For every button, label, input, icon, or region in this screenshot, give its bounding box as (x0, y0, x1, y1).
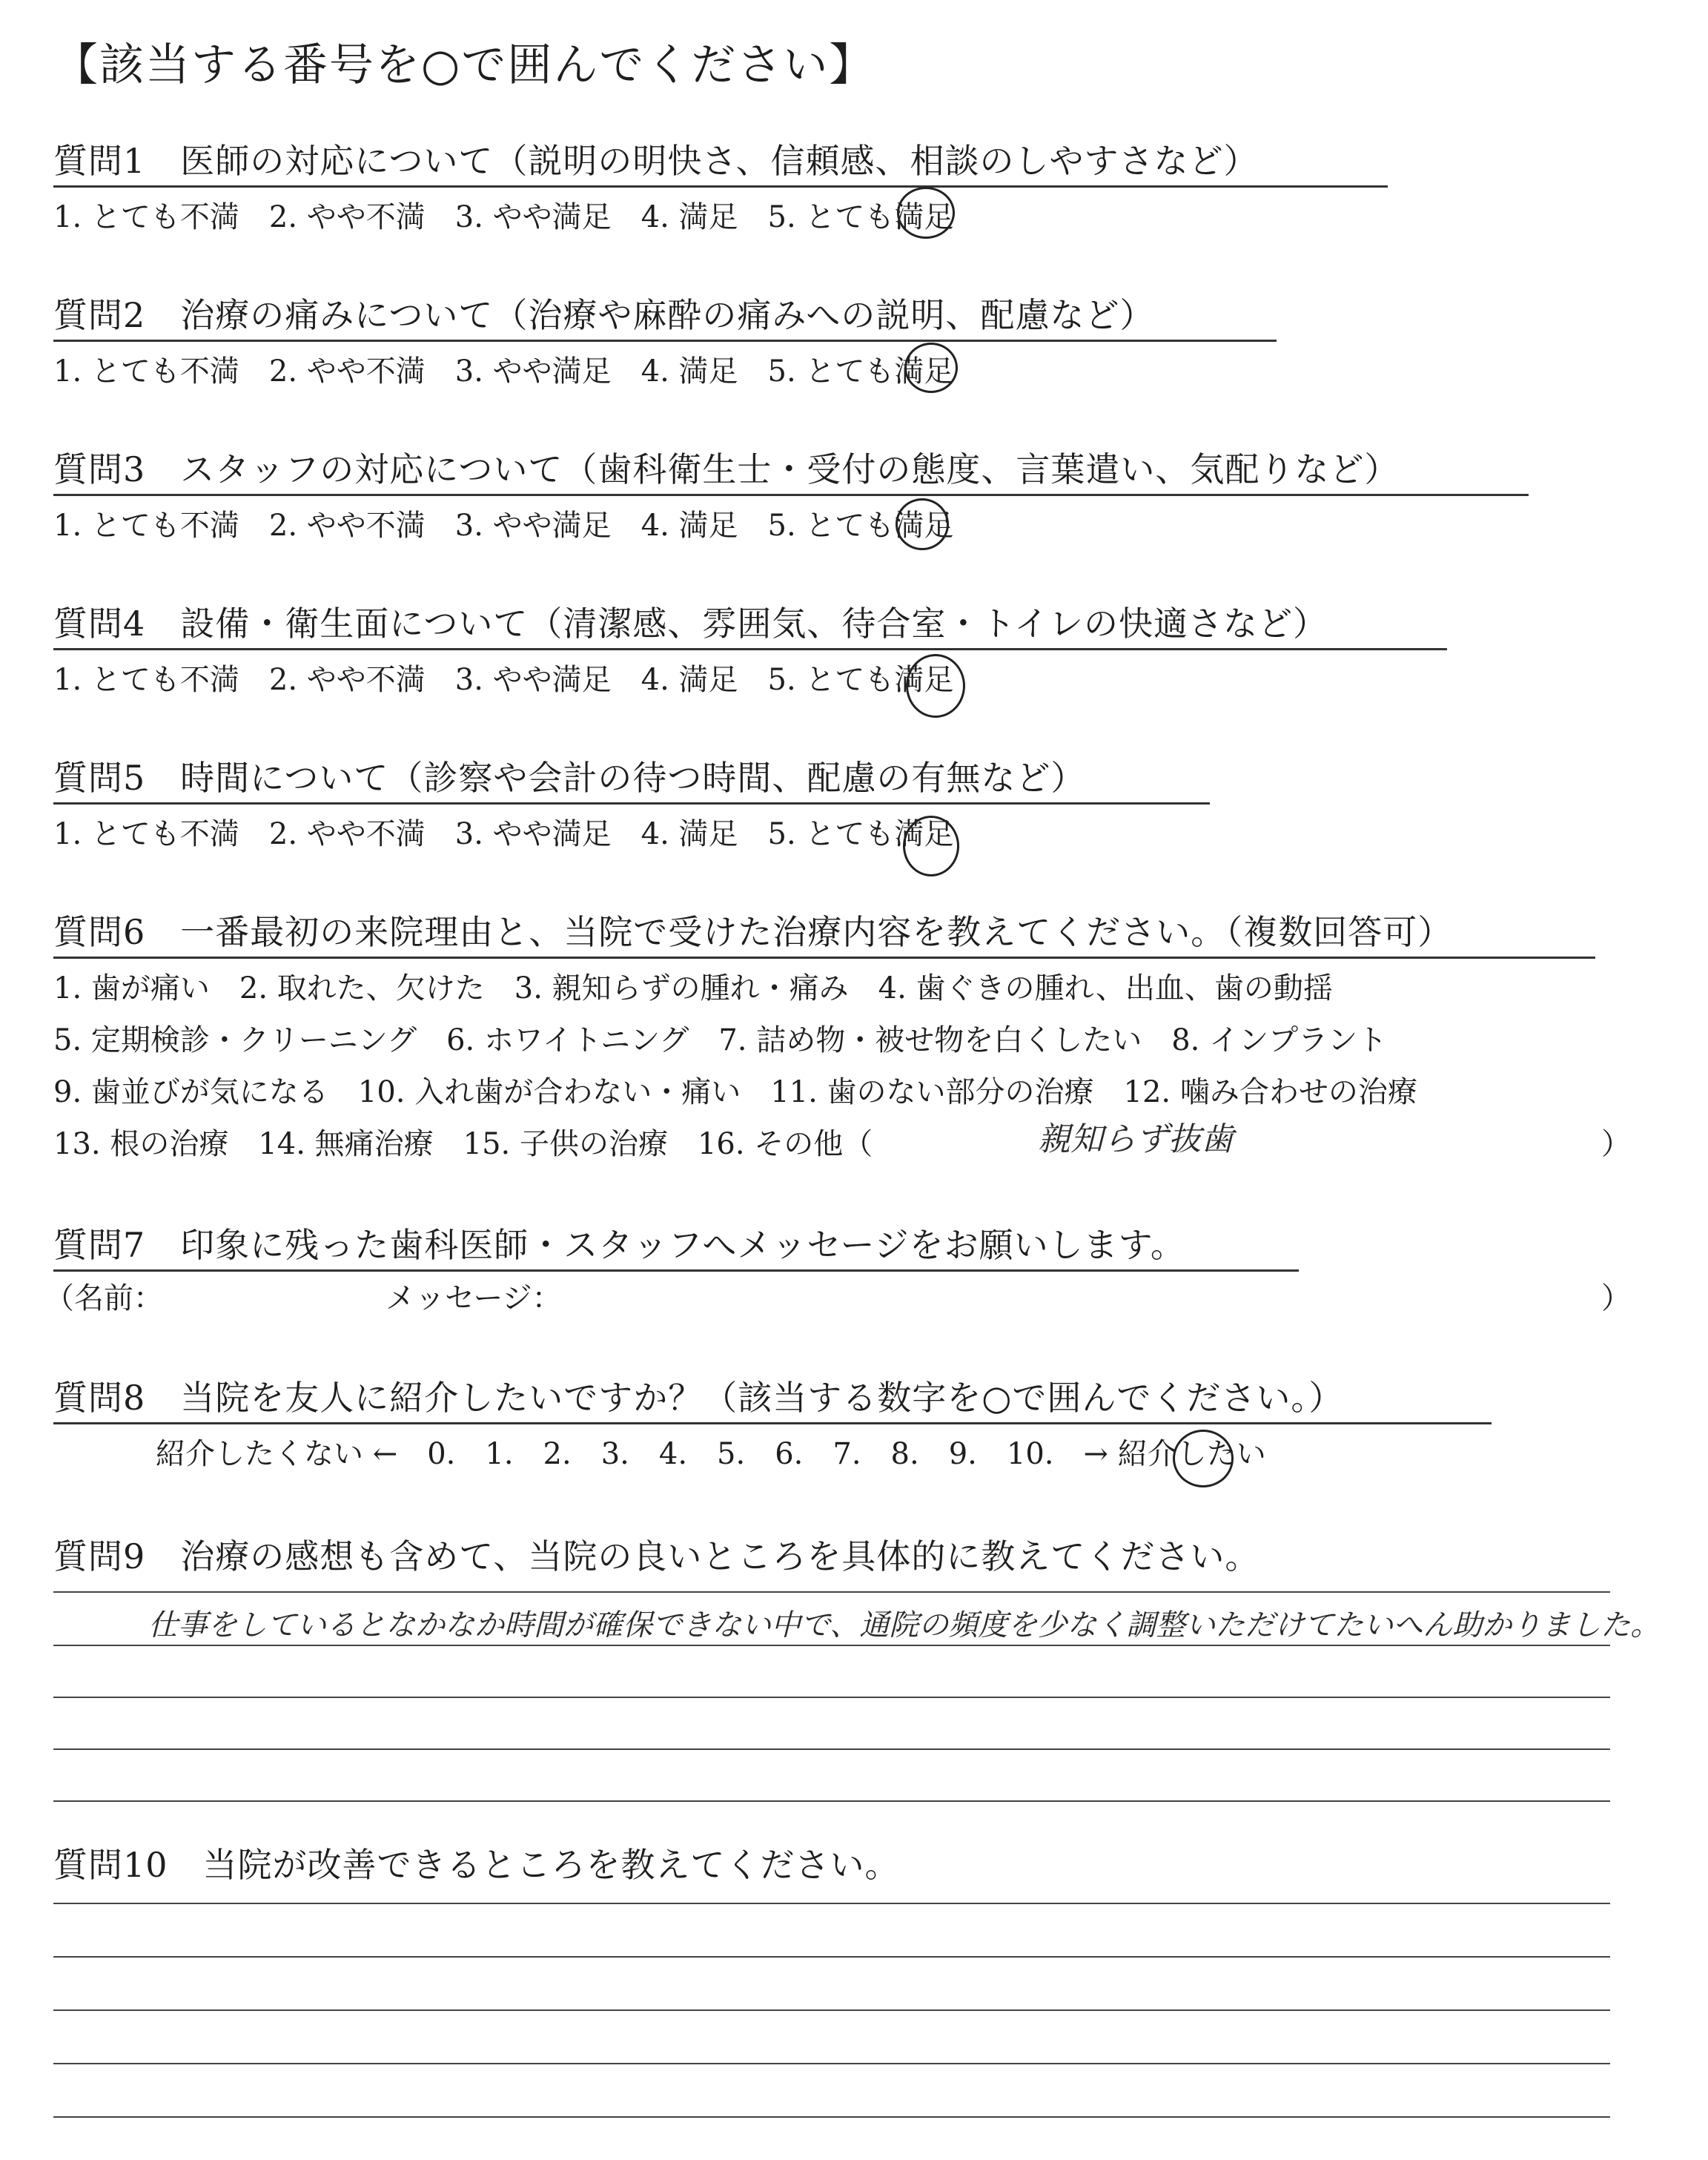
question-3-title: 質問3 スタッフの対応について（歯科衛生士・受付の態度、言葉遣い、気配りなど） (53, 449, 1400, 489)
question-5-title: 質問5 時間について（診察や会計の待つ時間、配慮の有無など） (53, 758, 1086, 798)
question-9-title: 質問9 治療の感想も含めて、当院の良いところを具体的に教えてください。 (53, 1536, 1260, 1576)
question-9-answer-handwritten[interactable]: 仕事をしているとなかなか時間が確保できない中で、通院の頻度を少なく調整いただけてたいへん助かりました。 (148, 1608, 1661, 1642)
question-1-underline (53, 185, 1388, 188)
question-5-answer-circle[interactable] (903, 816, 959, 876)
question-9-line-2 (53, 1645, 1610, 1646)
question-4-underline (53, 648, 1447, 650)
question-2-answer-circle[interactable] (904, 343, 958, 393)
question-1-options: 1. とても不満 2. やや不満 3. やや満足 4. 満足 5. とても満足 (53, 200, 954, 234)
question-7-message-label: メッセージ： (385, 1281, 562, 1315)
question-3-options: 1. とても不満 2. やや不満 3. やや満足 4. 満足 5. とても満足 (53, 509, 954, 543)
question-8-answer-circle[interactable] (1173, 1430, 1234, 1487)
question-6-line-2: 5. 定期検診・クリーニング 6. ホワイトニング 7. 詰め物・被せ物を白くしたい 8. インプラント (53, 1023, 1388, 1057)
question-5-underline (53, 802, 1210, 805)
question-7-title: 質問7 印象に残った歯科医師・スタッフへメッセージをお願いします。 (53, 1225, 1185, 1265)
question-6-line-1: 1. 歯が痛い 2. 取れた、欠けた 3. 親知らずの腫れ・痛み 4. 歯ぐきの腫れ、出血、歯の動揺 (53, 971, 1333, 1005)
question-2-title: 質問2 治療の痛みについて（治療や麻酔の痛みへの説明、配慮など） (53, 295, 1155, 335)
question-6-underline (53, 957, 1595, 959)
question-10-line-3[interactable] (53, 2009, 1610, 2011)
question-6-title: 質問6 一番最初の来院理由と、当院で受けた治療内容を教えてください。（複数回答可） (53, 912, 1453, 952)
question-6-other-handwritten[interactable]: 親知らず抜歯 (1038, 1120, 1234, 1158)
question-10-line-1[interactable] (53, 1903, 1610, 1904)
question-3-underline (53, 494, 1529, 496)
question-6-close-paren: ） (1601, 1127, 1631, 1161)
question-10-title: 質問10 当院が改善できるところを教えてください。 (53, 1845, 900, 1885)
question-8-title: 質問8 当院を友人に紹介したいですか？（該当する数字を○で囲んでください。） (53, 1378, 1344, 1418)
question-9-line-1 (53, 1591, 1610, 1593)
question-9-line-4 (53, 1748, 1610, 1750)
question-1-answer-circle[interactable] (897, 187, 955, 239)
question-6-line-3: 9. 歯並びが気になる 10. 入れ歯が合わない・痛い 11. 歯のない部分の治療 12. 噛み合わせの治療 (53, 1075, 1417, 1109)
form-header: 【該当する番号を○で囲んでください】 (53, 39, 875, 91)
question-2-underline (53, 340, 1277, 342)
question-3-answer-circle[interactable] (896, 498, 949, 550)
question-1-title: 質問1 医師の対応について（説明の明快さ、信頼感、相談のしやすさなど） (53, 141, 1259, 181)
question-6-line-4: 13. 根の治療 14. 無痛治療 15. 子供の治療 16. その他（ (53, 1127, 873, 1161)
question-9-line-3 (53, 1697, 1610, 1698)
question-10-line-4[interactable] (53, 2063, 1610, 2064)
question-8-underline (53, 1422, 1492, 1424)
question-10-line-5[interactable] (53, 2116, 1610, 2118)
question-2-options: 1. とても不満 2. やや不満 3. やや満足 4. 満足 5. とても満足 (53, 354, 954, 389)
question-9-line-5 (53, 1800, 1610, 1802)
question-7-underline (53, 1269, 1299, 1272)
question-5-options: 1. とても不満 2. やや不満 3. やや満足 4. 満足 5. とても満足 (53, 817, 954, 851)
question-4-title: 質問4 設備・衛生面について（清潔感、雰囲気、待合室・トイレの快適さなど） (53, 604, 1328, 644)
question-8-scale: 紹介したくない ← 0. 1. 2. 3. 4. 5. 6. 7. 8. 9. 10. → 紹介したい (156, 1437, 1266, 1471)
question-4-answer-circle[interactable] (906, 654, 965, 718)
question-7-close-paren: ） (1601, 1281, 1631, 1315)
question-10-line-2[interactable] (53, 1956, 1610, 1958)
question-7-name-label: （名前： (44, 1281, 163, 1315)
question-4-options: 1. とても不満 2. やや不満 3. やや満足 4. 満足 5. とても満足 (53, 663, 954, 697)
